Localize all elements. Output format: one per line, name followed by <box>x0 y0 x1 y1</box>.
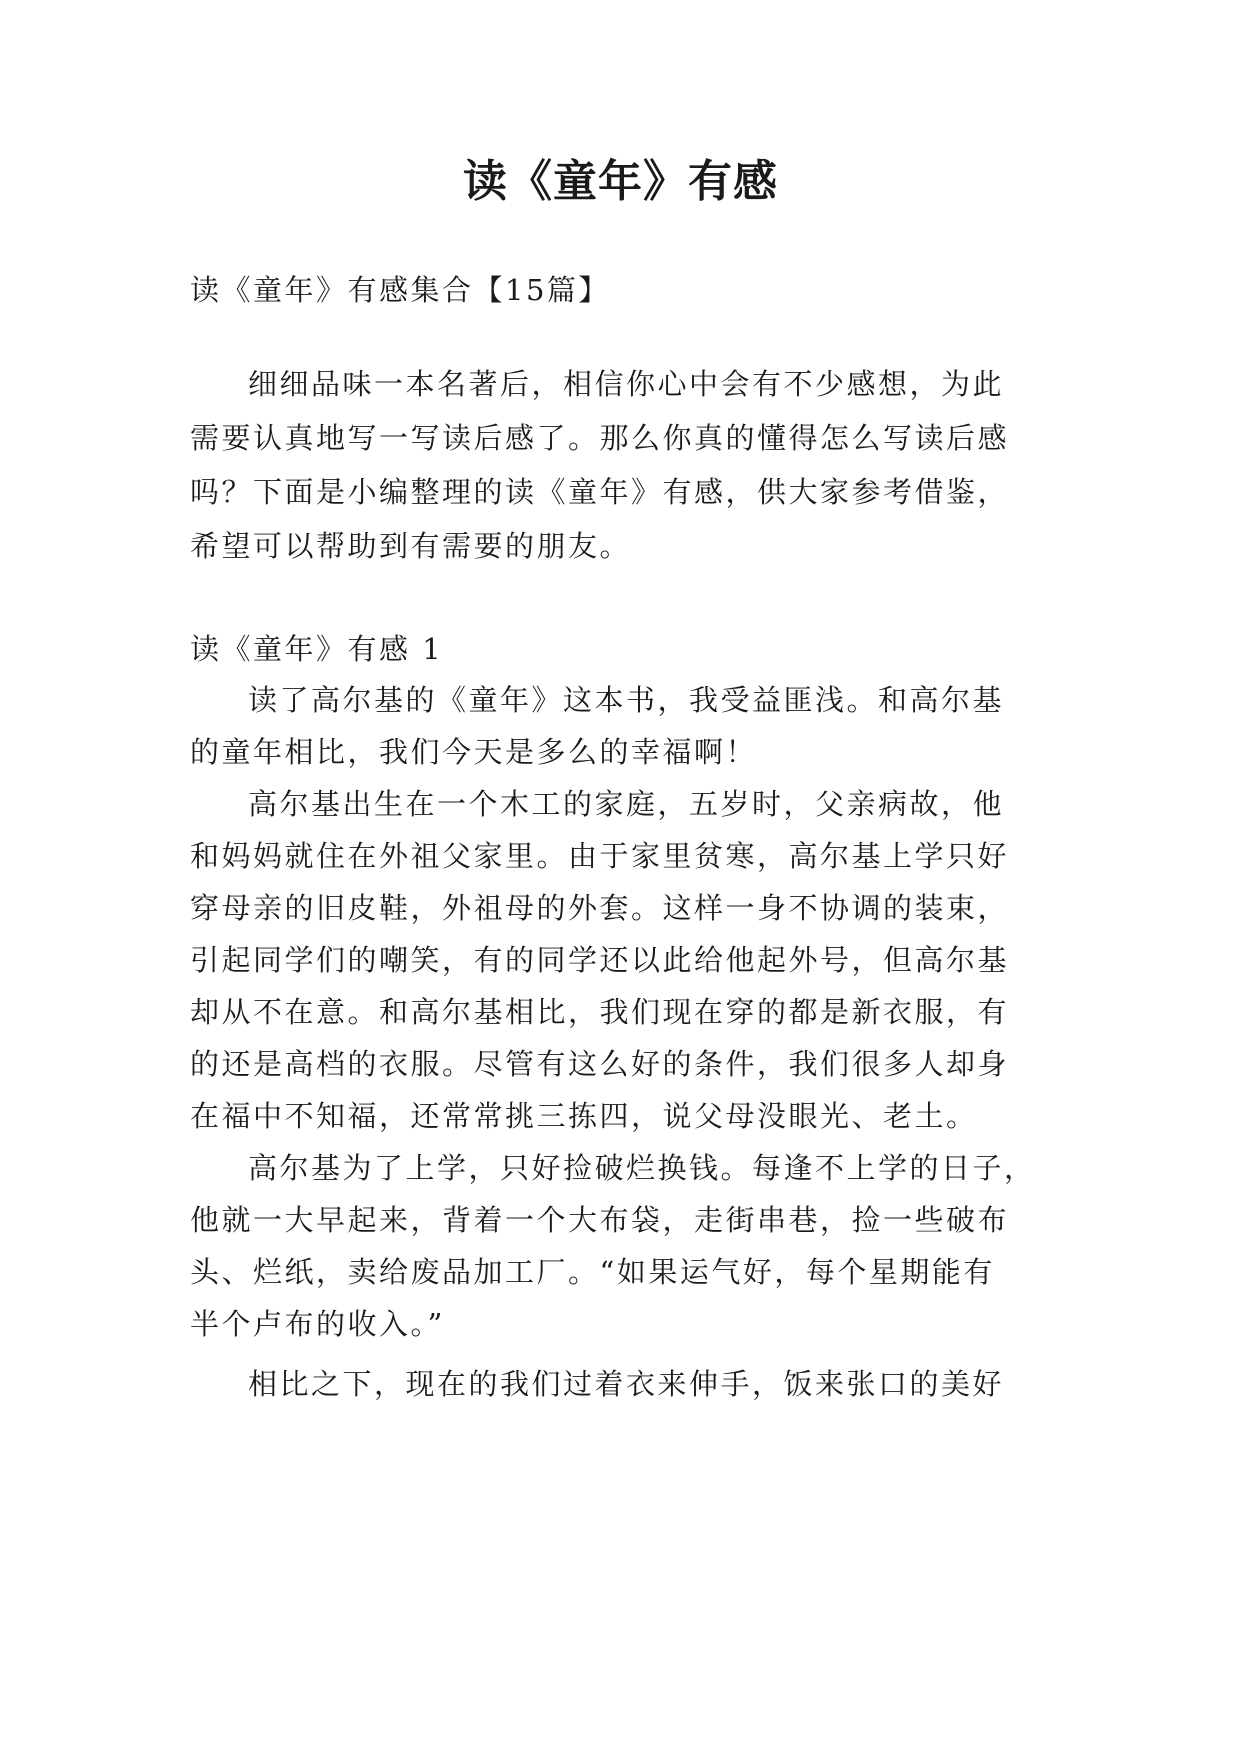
body-line: 高尔基为了上学，只好捡破烂换钱。每逢不上学的日子， <box>248 1151 1036 1185</box>
body-line: 高尔基出生在一个木工的家庭，五岁时，父亲病故，他 <box>248 787 1005 821</box>
body-line: 头、烂纸，卖给废品加工厂。“如果运气好，每个星期能有 <box>190 1255 995 1289</box>
document-title: 读《童年》有感 <box>463 156 778 207</box>
intro-line: 希望可以帮助到有需要的朋友。 <box>190 529 632 563</box>
body-line: 的童年相比，我们今天是多么的幸福啊！ <box>190 735 758 769</box>
intro-line: 细细品味一本名著后，相信你心中会有不少感想，为此 <box>248 367 1005 401</box>
body-line: 穿母亲的旧皮鞋，外祖母的外套。这样一身不协调的装束， <box>190 891 1010 925</box>
intro-line: 需要认真地写一写读后感了。那么你真的懂得怎么写读后感 <box>190 421 1010 455</box>
collection-subtitle: 读《童年》有感集合【15篇】 <box>190 273 610 307</box>
body-line: 在福中不知福，还常常挑三拣四，说父母没眼光、老土。 <box>190 1099 978 1133</box>
body-line: 和妈妈就住在外祖父家里。由于家里贫寒，高尔基上学只好 <box>190 839 1010 873</box>
body-line: 引起同学们的嘲笑，有的同学还以此给他起外号，但高尔基 <box>190 943 1010 977</box>
body-line: 半个卢布的收入。” <box>190 1307 445 1341</box>
body-line: 却从不在意。和高尔基相比，我们现在穿的都是新衣服，有 <box>190 995 1010 1029</box>
body-line: 的还是高档的衣服。尽管有这么好的条件，我们很多人却身 <box>190 1047 1010 1081</box>
intro-line: 吗？下面是小编整理的读《童年》有感，供大家参考借鉴， <box>190 475 1010 509</box>
body-line: 读了高尔基的《童年》这本书，我受益匪浅。和高尔基 <box>248 683 1005 717</box>
body-line: 相比之下，现在的我们过着衣来伸手，饭来张口的美好 <box>248 1367 1005 1401</box>
body-line: 他就一大早起来，背着一个大布袋，走街串巷，捡一些破布 <box>190 1203 1010 1237</box>
section-heading: 读《童年》有感 1 <box>190 632 444 666</box>
